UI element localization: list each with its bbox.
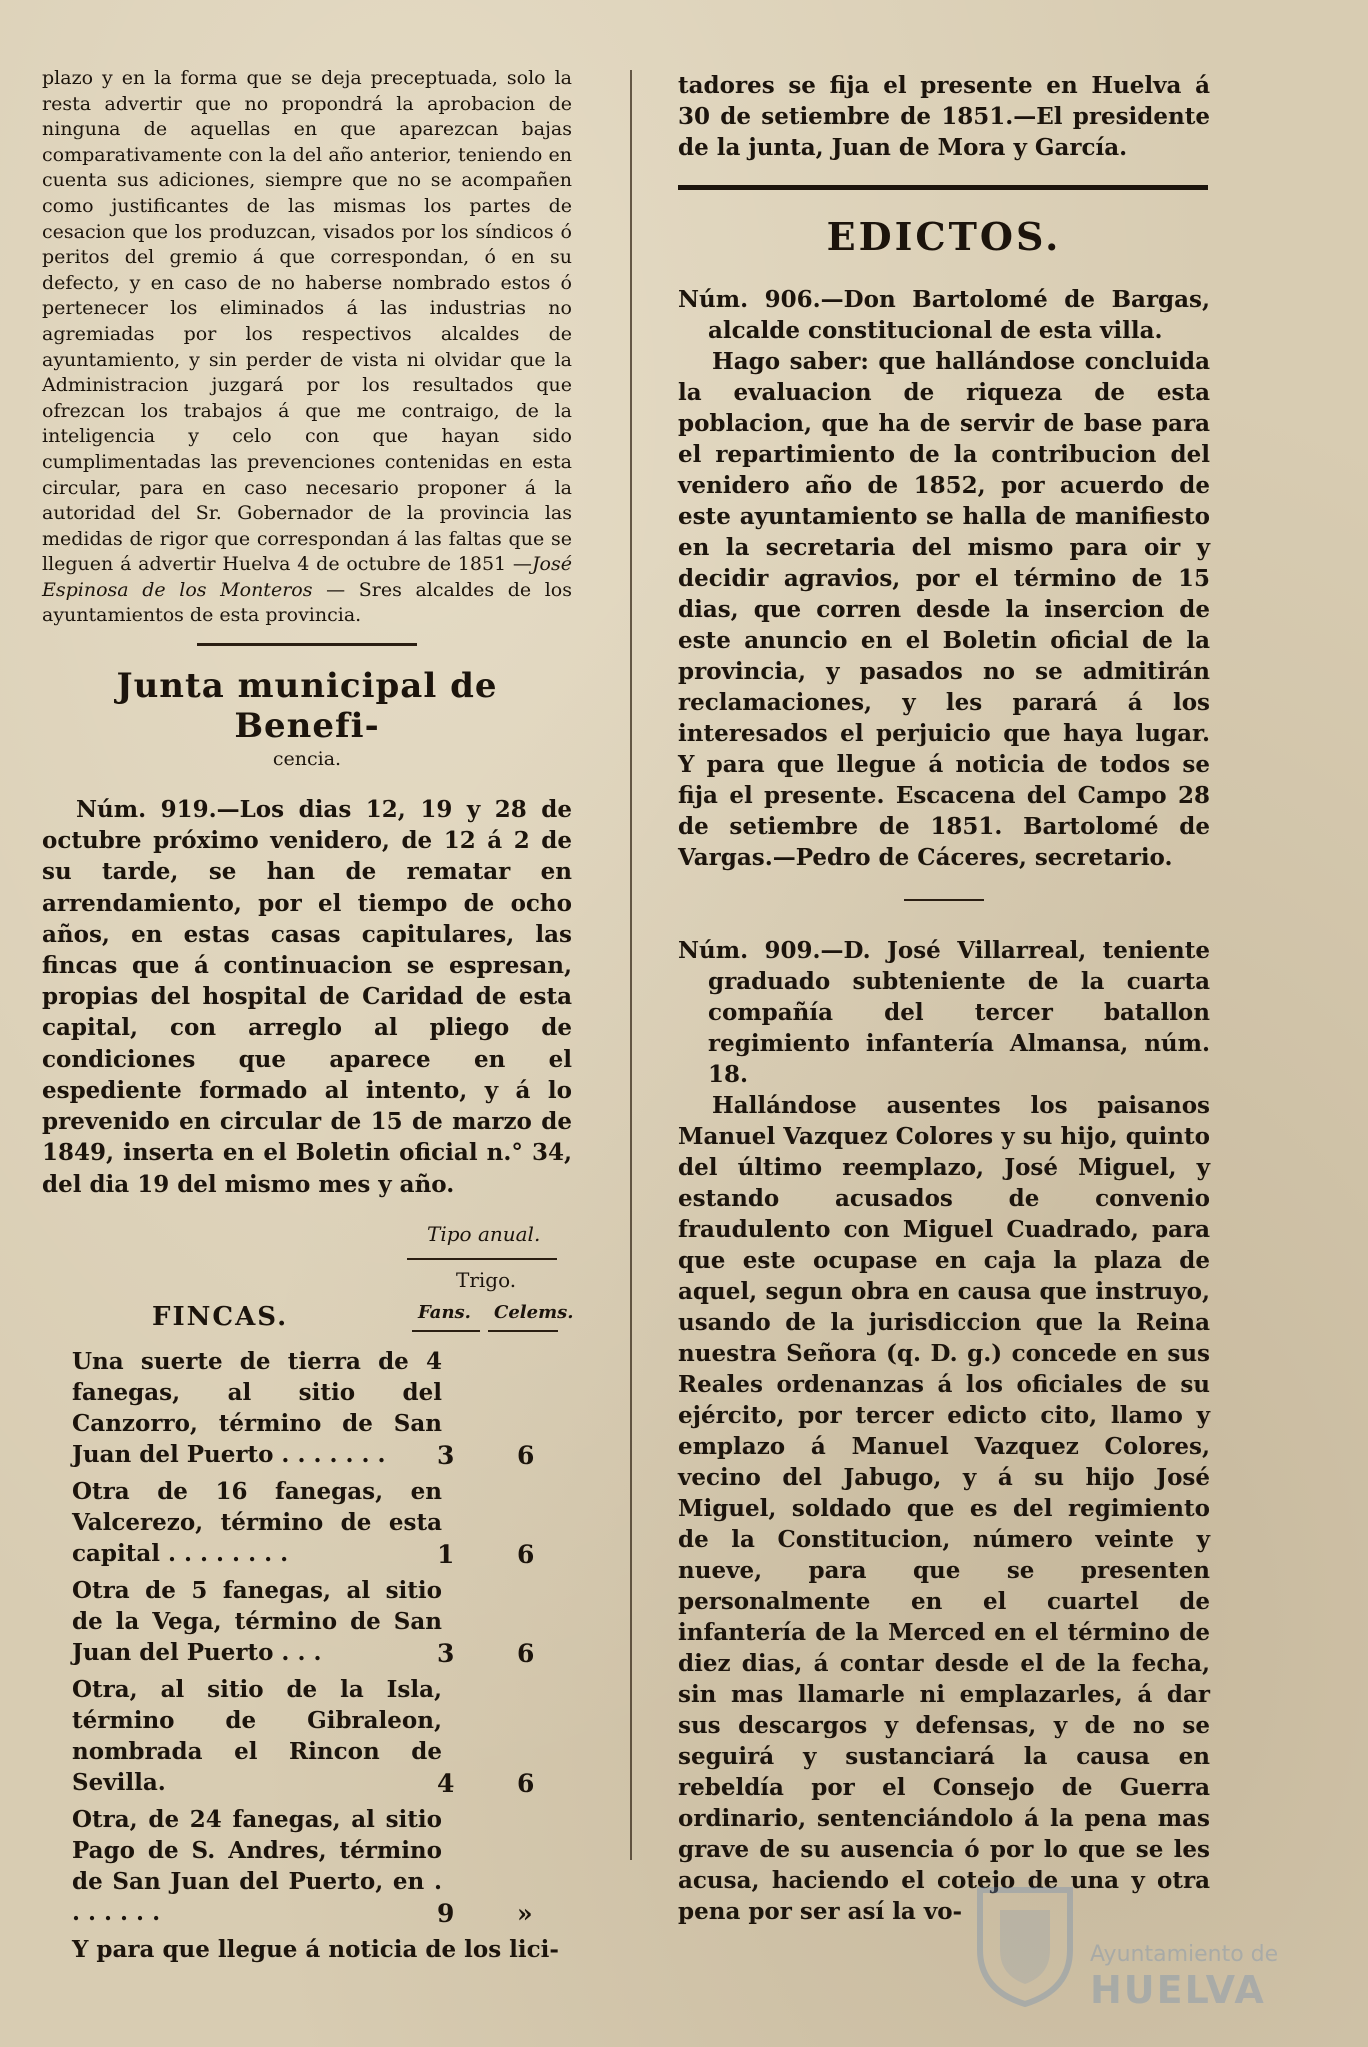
circular-author: José Espinosa de los Monteros xyxy=(42,553,572,601)
watermark-line2: HUELVA xyxy=(1090,1968,1266,2012)
column-divider xyxy=(630,70,632,1860)
finca-description: Otra de 5 fanegas, al sitio de la Vega, término de San Juan del Puerto . . . xyxy=(72,1576,442,1666)
finca-celemines: » xyxy=(517,1898,533,1928)
notice-separator xyxy=(904,899,984,901)
finca-fanegas: 3 xyxy=(437,1638,455,1668)
trigo-label: Trigo. xyxy=(456,1267,517,1292)
finca-description: Otra, de 24 fanegas, al sitio Pago de S. Andres, término de San Juan del Puerto, en . . . . . . . xyxy=(72,1805,442,1926)
notice-909-heading: Núm. 909.—D. José Villarreal, teniente graduado subteniente de la cuarta compañía del tercer batallon regimiento infantería Almansa, núm. 18. xyxy=(678,937,1210,1088)
finca-celemines: 6 xyxy=(517,1638,535,1668)
celemines-column-label: Celems. xyxy=(494,1301,574,1323)
section-subtitle: cencia. xyxy=(272,748,342,771)
notice-919-continuation: tadores se fija el presente en Huelva á 30 de setiembre de 1851.—El presidente de la junta, Juan de Mora y García. xyxy=(678,72,1210,161)
watermark-line1: Ayuntamiento de xyxy=(1090,1942,1279,1967)
city-shield-icon xyxy=(970,1880,1080,2008)
section-title: Junta municipal de Benefi- xyxy=(116,666,498,747)
finca-description: Otra de 16 fanegas, en Valcerezo, término de esta capital . . . . . . . . xyxy=(72,1477,442,1567)
edictos-heading: EDICTOS. xyxy=(826,214,1062,259)
notice-919-closing: Y para que llegue á noticia de los lici- xyxy=(72,1935,559,1963)
finca-row xyxy=(42,1674,572,1798)
finca-fanegas: 1 xyxy=(437,1539,455,1569)
celems-rule xyxy=(488,1330,558,1332)
archive-watermark xyxy=(950,1860,1310,2010)
section-rule xyxy=(197,643,417,646)
finca-row xyxy=(42,1346,572,1470)
finca-row xyxy=(42,1476,572,1569)
fans-rule xyxy=(412,1330,480,1332)
fanegas-column-label: Fans. xyxy=(418,1301,471,1323)
fincas-table-header xyxy=(42,1222,572,1340)
finca-description: Una suerte de tierra de 4 fanegas, al sitio del Canzorro, término de San Juan del Puerto . . . . . . . xyxy=(72,1347,442,1468)
notice-906-body: Hago saber: que hallándose concluida la evaluacion de riqueza de esta poblacion, que ha de servir de base para el repartimiento de la contribucion del venidero año de 1852, por acuerdo de este ayuntamiento se halla de manifiesto en la secretaria del mismo para oir y decidir agravios, por el término de 15 dias, que corren desde la insercion de este anuncio en el Boletin oficial de la provincia, y pasados no se admitirán reclamaciones, y les parará á los interesados el perjuicio que haya lugar. Y para que llegue á noticia de todos se fija el presente. Escacena del Campo 28 de setiembre de 1851. Bartolomé de Vargas.—Pedro de Cáceres, secretario. xyxy=(678,348,1210,871)
edictos-rule xyxy=(678,185,1208,190)
finca-description: Otra, al sitio de la Isla, término de Gibraleon, nombrada el Rincon de Sevilla. xyxy=(72,1675,442,1796)
finca-fanegas: 3 xyxy=(437,1440,455,1470)
notice-909-body: Hallándose ausentes los paisanos Manuel Vazquez Colores y su hijo, quinto del último reemplazo, José Miguel, y estando acusados de convenio fraudulento con Miguel Cuadrado, para que este ocupase en caja la plaza de aquel, segun obra en causa que instruyo, usando de la jurisdiccion que la Reina nuestra Señora (q. D. g.) concede en sus Reales ordenanzas á los oficiales de su ejército, por tercer edicto cito, llamo y emplazo á Manuel Vazquez Colores, vecino del Jabugo, y á su hijo José Miguel, soldado que es del regimiento de la Constitucion, número veinte y nueve, para que se presenten personalmente en el cuartel de infantería de la Merced en el término de diez dias, á contar desde el de la fecha, sin mas llamarle ni emplazarles, á dar sus descargos y defensas, y de no se seguirá y sustanciará la causa en rebeldía por el Consejo de Guerra ordinario, sentenciándolo á la pena mas grave de su ausencia ó por lo que se les acusa, haciendo el cotejo de una y otra pena por ser así la vo- xyxy=(678,1092,1210,1925)
right-column xyxy=(678,70,1210,1927)
finca-fanegas: 9 xyxy=(437,1898,455,1928)
tipo-anual-label: Tipo anual. xyxy=(427,1221,541,1246)
notice-906-heading: Núm. 906.—Don Bartolomé de Bargas, alcalde constitucional de esta villa. xyxy=(678,286,1210,344)
tipo-rule xyxy=(407,1258,557,1260)
circular-text: plazo y en la forma que se deja preceptuada, solo la resta advertir que no propondrá la aprobacion de ninguna de aquellas en que aparezcan bajas comparativamente con la del año anterior, teniendo en cuenta sus adiciones, siempre que no se acompañen como justificantes de las mismas los partes de cesacion que los produzcan, visados por los síndicos ó peritos del gremio á que correspondan, ó en su defecto, y en caso de no haberse nombrado estos ó pertenecer los eliminados á las industrias no agremiadas por los respectivos alcaldes de ayuntamiento, y sin perder de vista ni olvidar que la Administracion juzgará por los resultados que ofrezcan los trabajos á que me contraigo, de la inteligencia y celo con que hayan sido cumplimentadas las prevenciones contenidas en esta circular, para en caso necesario proponer á la autoridad del Sr. Gobernador de la provincia las medidas de rigor que correspondan á las faltas que se lleguen á advertir Huelva 4 de octubre de 1851 —José Espinosa de los Monteros — Sres alcaldes de los ayuntamientos de esta provincia. xyxy=(42,67,572,627)
notice-919: Núm. 919.—Los dias 12, 19 y 28 de octubre próximo venidero, de 12 á 2 de su tarde, se han de rematar en arrendamiento, por el tiempo de ocho años, en estas casas capitulares, las fincas que á continuacion se espresan, propias del hospital de Caridad de esta capital, con arreglo al pliego de condiciones que aparece en el espediente formado al intento, y á lo prevenido en circular de 15 de marzo de 1849, inserta en el Boletin oficial n.° 34, del dia 19 del mismo mes y año. xyxy=(42,796,572,1198)
finca-fanegas: 4 xyxy=(437,1768,455,1798)
left-column xyxy=(42,66,572,1965)
finca-row xyxy=(42,1575,572,1668)
finca-celemines: 6 xyxy=(517,1539,535,1569)
fincas-label: FINCAS. xyxy=(152,1301,289,1332)
finca-celemines: 6 xyxy=(517,1768,535,1798)
finca-celemines: 6 xyxy=(517,1440,535,1470)
finca-row xyxy=(42,1804,572,1928)
